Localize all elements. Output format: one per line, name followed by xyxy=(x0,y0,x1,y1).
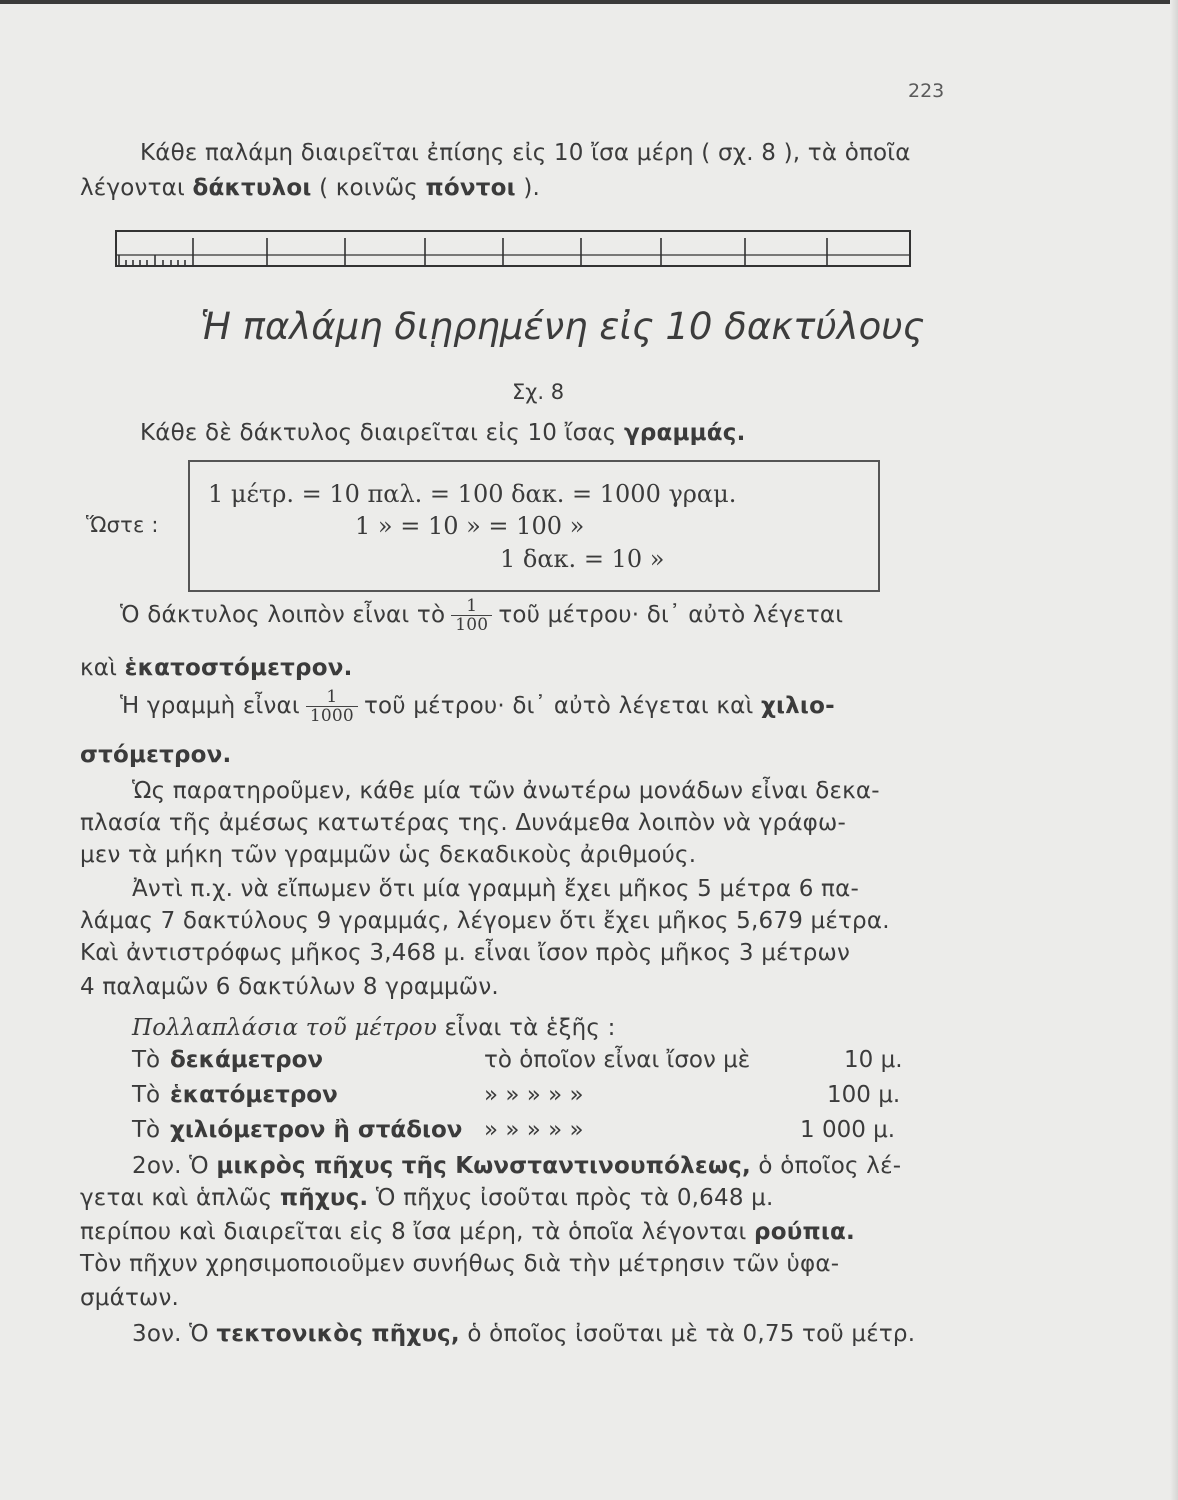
term-pontoi: πόντοι xyxy=(425,175,516,201)
ruler-figure xyxy=(115,230,911,268)
multiples-article: Τὸ xyxy=(132,1082,161,1108)
fraction-numerator: 1 xyxy=(306,688,358,707)
fraction-1-1000 xyxy=(306,688,358,725)
para6-line3: Καὶ ἀντιστρόφως μῆκος 3,468 μ. εἶναι ἴσον πρὸς μῆκος 3 μέτρων xyxy=(80,940,851,966)
figure-caption: Ἡ παλάμη διῃρημένη εἰς 10 δακτύλους xyxy=(200,305,925,348)
para7-line1 xyxy=(132,1153,901,1179)
para2-text: Κάθε δὲ δάκτυλος διαιρεῖται εἰς 10 ἴσας xyxy=(140,420,617,446)
para3-post: τοῦ μέτρου· δι᾿ αὐτὸ λέγεται xyxy=(498,602,844,628)
multiples-intro-rest: εἶναι τὰ ἑξῆς : xyxy=(444,1015,616,1041)
para1-line2 xyxy=(80,175,540,201)
para1-line1: Κάθε παλάμη διαιρεῖται ἐπίσης εἰς 10 ἴσα μέρη ( σχ. 8 ), τὰ ὁποῖα xyxy=(140,140,911,166)
para2 xyxy=(140,420,746,446)
figure-label: Σχ. 8 xyxy=(512,380,565,404)
multiples-row xyxy=(132,1047,932,1079)
multiples-article: Τὸ xyxy=(132,1047,161,1073)
multiples-row xyxy=(132,1082,932,1114)
multiples-article: Τὸ xyxy=(132,1117,161,1143)
term-ekatostometron: ἑκατοστόμετρον. xyxy=(124,655,353,681)
multiples-desc: τὸ ὁποῖον εἶναι ἴσον μὲ xyxy=(484,1047,751,1073)
equivalence-box xyxy=(188,460,880,592)
term-pichys: πῆχυς. xyxy=(279,1185,369,1211)
fraction-1-100 xyxy=(451,597,492,634)
term-tektonikos-pichys: τεκτονικὸς πῆχυς, xyxy=(216,1321,460,1347)
equivalence-row-1: 1 μέτρ. = 10 παλ. = 100 δακ. = 1000 γραμ. xyxy=(208,480,737,508)
para8-post: ὁ ὁποῖος ἰσοῦται μὲ τὰ 0,75 τοῦ μέτρ. xyxy=(467,1321,916,1347)
multiples-desc: » » » » » xyxy=(484,1082,584,1108)
para7-post: ὁ ὁποῖος λέ- xyxy=(758,1153,902,1179)
multiples-value: 10 μ. xyxy=(844,1047,903,1073)
para6-line2: λάμας 7 δακτύλους 9 γραμμάς, λέγομεν ὅτι ἔχει μῆκος 5,679 μέτρα. xyxy=(80,908,890,934)
multiples-name: χιλιόμετρον ἢ στάδιον xyxy=(170,1117,463,1143)
ruler-drawing xyxy=(115,230,911,268)
term-daktyloi: δάκτυλοι xyxy=(192,175,312,201)
page-top-edge xyxy=(0,0,1178,4)
term-chilio: χιλιο- xyxy=(760,693,835,719)
fraction-denominator: 1000 xyxy=(309,706,354,726)
para4-line1 xyxy=(120,688,835,725)
table-label: Ὥστε : xyxy=(86,513,159,537)
para6-line1: Ἀντὶ π.χ. νὰ εἴπωμεν ὅτι μία γραμμὴ ἔχει μῆκος 5 μέτρα 6 πα- xyxy=(132,876,859,902)
fraction-numerator: 1 xyxy=(451,597,492,616)
para6-line4: 4 παλαμῶν 6 δακτύλων 8 γραμμῶν. xyxy=(80,974,499,1000)
para7-line2 xyxy=(80,1185,774,1211)
term-mikros-pichys: μικρὸς πῆχυς τῆς Κωνσταντινουπόλεως, xyxy=(216,1153,751,1179)
para8 xyxy=(132,1321,915,1347)
page-number: 223 xyxy=(908,80,945,102)
para3-line2-pre: καὶ xyxy=(80,655,118,681)
multiples-desc: » » » » » xyxy=(484,1117,584,1143)
term-roupia: ρούπια. xyxy=(754,1219,855,1245)
para5-line2: πλασία τῆς ἀμέσως κατωτέρας της. Δυνάμεθα λοιπὸν νὰ γράφω- xyxy=(80,810,847,836)
para7-line3-pre: περίπου καὶ διαιρεῖται εἰς 8 ἴσα μέρη, τὰ ὁποῖα λέγονται xyxy=(80,1219,747,1245)
multiples-row xyxy=(132,1117,932,1149)
para7-pre: 2ον. Ὁ xyxy=(132,1153,209,1179)
term-grammas: γραμμάς. xyxy=(623,420,746,446)
multiples-intro-italic: Πολλαπλάσια τοῦ μέτρου xyxy=(132,1015,438,1041)
para1-line2-pre: λέγονται xyxy=(80,175,185,201)
para4-pre: Ἡ γραμμὴ εἶναι xyxy=(120,693,300,719)
equivalence-row-3: 1 δακ. = 10 » xyxy=(500,545,665,573)
multiples-value: 1 000 μ. xyxy=(800,1117,896,1143)
para1-line2-post: ). xyxy=(523,175,541,201)
para3-line1 xyxy=(120,597,948,634)
para7-line2-post: Ὁ πῆχυς ἰσοῦται πρὸς τὰ 0,648 μ. xyxy=(375,1185,774,1211)
para3-pre: Ὁ δάκτυλος λοιπὸν εἶναι τὸ xyxy=(120,602,446,628)
multiples-value: 100 μ. xyxy=(827,1082,901,1108)
para5-line1: Ὡς παρατηροῦμεν, κάθε μία τῶν ἀνωτέρω μονάδων εἶναι δεκα- xyxy=(132,778,880,804)
para5-line3: μεν τὰ μήκη τῶν γραμμῶν ὡς δεκαδικοὺς ἀριθμούς. xyxy=(80,842,697,868)
para7-line4: Τὸν πῆχυν χρησιμοποιοῦμεν συνήθως διὰ τὴν μέτρησιν τῶν ὑφα- xyxy=(80,1251,840,1277)
para1-line2-mid: ( κοινῶς xyxy=(319,175,418,201)
para3-line2 xyxy=(80,655,353,681)
page-right-shadow xyxy=(1170,0,1178,1500)
para7-line2-pre: γεται καὶ ἁπλῶς xyxy=(80,1185,273,1211)
multiples-name: δεκάμετρον xyxy=(170,1047,324,1073)
para4-post: τοῦ μέτρου· δι᾿ αὐτὸ λέγεται καὶ xyxy=(363,693,754,719)
equivalence-row-2: 1 » = 10 » = 100 » xyxy=(355,512,585,540)
para7-line3 xyxy=(80,1219,855,1245)
multiples-intro xyxy=(132,1015,616,1041)
fraction-denominator: 100 xyxy=(455,615,489,635)
para8-pre: 3ον. Ὁ xyxy=(132,1321,209,1347)
term-stometron: στόμετρον. xyxy=(80,742,232,768)
para7-line5: σμάτων. xyxy=(80,1285,180,1311)
multiples-name: ἑκατόμετρον xyxy=(170,1082,338,1108)
